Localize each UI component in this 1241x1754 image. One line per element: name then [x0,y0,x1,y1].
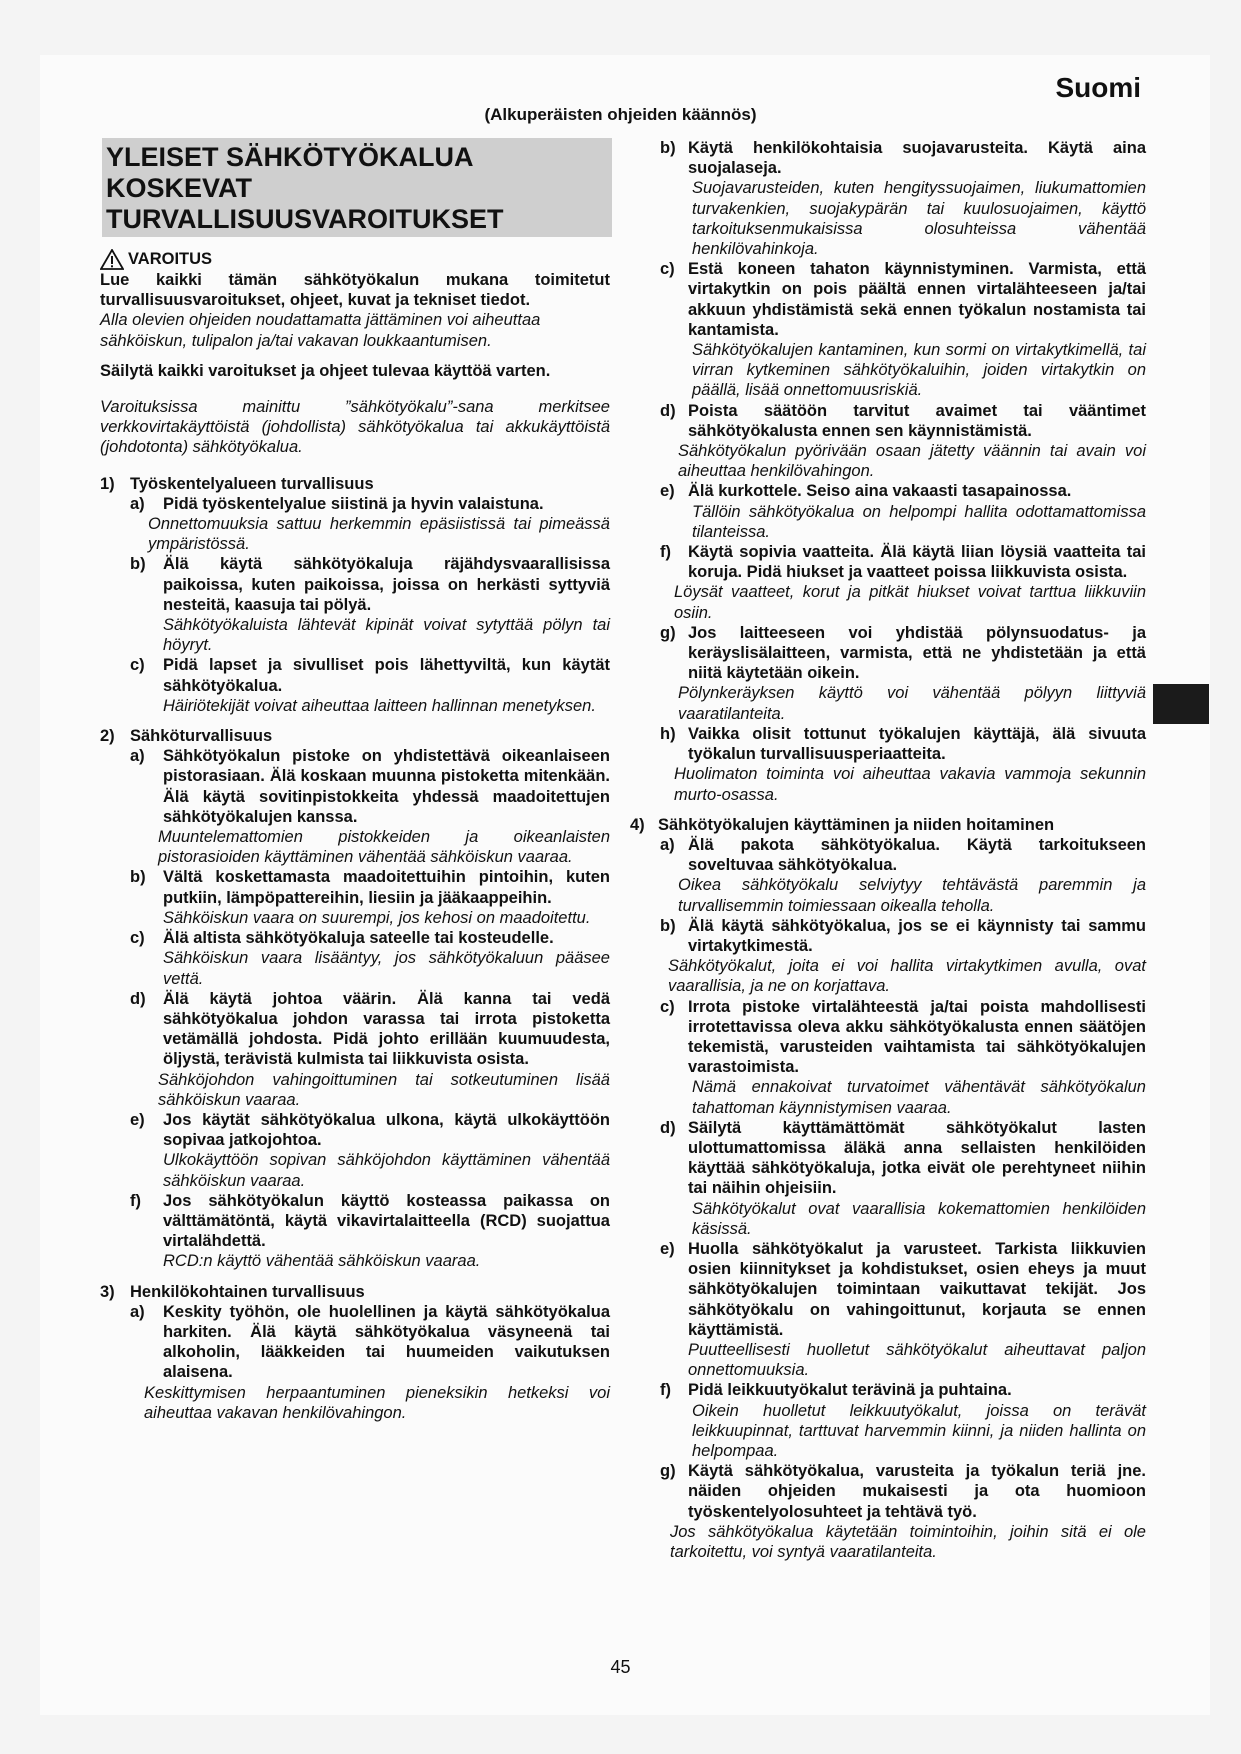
list-item: Älä pakota sähkötyökalua. Käytä tarkoitukseen soveltuvaa sähkötyökalua. [688,835,1146,875]
item-note: Sähköjohdon vahingoittuminen tai sotkeutuminen lisää sähköiskun vaaraa. [158,1070,610,1109]
list-item: Älä käytä sähkötyökaluja räjähdysvaarallisissa paikoissa, kuten paikoissa, joissa on herkästi syttyviä nesteitä, kaasuja tai pölyä. [163,555,610,614]
item-note: Oikea sähkötyökalu selviytyy tehtävästä paremmin ja turvallisemmin toimiessaan oikealla teholla. [678,876,1146,915]
translation-note: (Alkuperäisten ohjeiden käännös) [484,105,757,124]
definition-text: Varoituksissa mainittu ”sähkötyökalu”-sana merkitsee verkkovirtakäyttöistä (johdollista) sähkötyökalua tai akkukäyttöistä (johdotonta) sähkötyökalua. [100,398,610,457]
list-item: Poista säätöön tarvitut avaimet tai vääntimet sähkötyökalusta ennen sen käynnistämistä. [688,401,1146,440]
list-item: Älä altista sähkötyökaluja sateelle tai kosteudelle. [163,929,554,948]
item-note: Muuntelemattomien pistokkeiden ja oikeanlaisten pistorasioiden käyttäminen vähentää sähköiskun vaaraa. [158,828,610,867]
item-note: Ulkokäyttöön sopivan sähköjohdon käyttäminen vähentää sähköiskun vaaraa. [163,1151,610,1190]
list-item: Jos käytät sähkötyökalua ulkona, käytä ulkokäyttöön sopivaa jatkojohtoa. [163,1110,610,1150]
keep-instructions: Säilytä kaikki varoitukset ja ohjeet tulevaa käyttöä varten. [100,361,551,380]
section-title: Sähkötyökalujen käyttäminen ja niiden hoitaminen [658,815,1055,834]
section-3: 3) Henkilökohtainen turvallisuus a) Keskity työhön, ole huolellinen ja käytä sähkötyökalua harkiten. Älä käytä sähkötyökalua väsyneenä tai alkoholin, lääkkeiden tai huumeiden vaikutuksen alaisena. Keskittymisen herpaantuminen pieneksikin hetkeksi voi aiheuttaa vakavan henkilövahingon. [100,1282,610,1422]
page-number: 45 [610,1657,631,1677]
list-item: Estä koneen tahaton käynnistyminen. Varmista, että virtakytkin on pois päältä ennen virtalähteeseen ja/tai akkuun yhdistämistä sekä ennen työkalun nostamista tai kantamista. [688,260,1146,339]
list-item: Käytä sopivia vaatteita. Älä käytä liian löysiä vaatteita tai koruja. Pidä hiukset ja vaatteet poissa liikkuvista osista. [688,543,1146,582]
item-note: Sähkötyökalut, joita ei voi hallita virtakytkimen avulla, ovat vaarallisia, ja ne on korjattava. [668,957,1146,996]
item-note: Puutteellisesti huolletut sähkötyökalut aiheuttavat paljon onnettomuuksia. [688,1340,1146,1380]
section-title: Henkilökohtainen turvallisuus [130,1282,365,1301]
item-note: Nämä ennakoivat turvatoimet vähentävät sähkötyökalun tahattoman käynnistymisen vaaraa. [692,1078,1146,1117]
list-item: Pidä lapset ja sivulliset pois lähettyviltä, kun käytät sähkötyökalua. [163,656,610,695]
item-note: Sähköiskun vaara on suurempi, jos kehosi on maadoitettu. [163,908,591,927]
section-1: 1) Työskentelyalueen turvallisuus a) Pidä työskentelyalue siistinä ja hyvin valaistuna. Onnettomuuksia sattuu herkemmin epäsiistissä tai pimeässä ympäristössä. b) Älä käytä sähkötyökaluja räjähdysvaarallisissa paikoissa, kuten paikoissa, joissa on herkästi syttyviä nesteitä, kaasuja tai pölyä. Sähkötyökaluista lähtevät kipinät voivat sytyttää pölyn tai höyryt. c) Pidä lapset ja sivulliset pois lähettyviltä, kun käytät sähkötyökalua. Häiriötekijät voivat aiheuttaa laitteen hallinnan menetyksen. [100,474,610,715]
warning-heading [100,249,610,270]
list-item: Käytä henkilökohtaisia suojavarusteita. Käytä aina suojalaseja. [688,139,1146,178]
warning-label: VAROITUS [128,250,213,269]
item-note: Sähkötyökalut ovat vaarallisia kokemattomien henkilöiden käsissä. [692,1199,1146,1238]
item-note: Pölynkeräyksen käyttö voi vähentää pölyyn liittyviä vaaratilanteita. [678,684,1146,723]
item-note: RCD:n käyttö vähentää sähköiskun vaaraa. [163,1252,481,1271]
item-note: Löysät vaatteet, korut ja pitkät hiukset voivat tarttua liikkuviin osiin. [674,583,1146,622]
item-note: Sähkötyökalujen kantaminen, kun sormi on virtakytkimellä, tai virran kytkeminen sähkötyökaluihin, joiden virtakytkin on päällä, lisää onnettomuusriskiä. [692,341,1146,400]
item-note: Oikein huolletut leikkuutyökalut, joissa on terävät leikkuupinnat, tarttuvat harvemmin kiinni, ja niiden hallinta on helpompaa. [692,1401,1146,1460]
item-note: Jos sähkötyökalua käytetään toimintoihin, joihin sitä ei ole tarkoitettu, voi syntyä vaaratilanteita. [670,1522,1146,1562]
item-note: Tällöin sähkötyökalua on helpompi hallita odottamattomissa tilanteissa. [692,502,1146,541]
list-item: Älä kurkottele. Seiso aina vakaasti tasapainossa. [688,482,1072,501]
list-item: Vältä koskettamasta maadoitettuihin pintoihin, kuten putkiin, lämpöpattereihin, liesiin ja jääkaappeihin. [163,868,610,907]
intro-bold: Lue kaikki tämän sähkötyökalun mukana toimitetut turvallisuusvaroitukset, ohjeet, kuvat ja tekniset tiedot. [100,271,610,310]
section-2: 2) Sähköturvallisuus a) Sähkötyökalun pistoke on yhdistettävä oikeanlaiseen pistorasiaan. Älä koskaan muunna pistoketta mitenkään. Älä käytä sovitinpistokkeita yhdessä maadoitettujen sähkötyökalujen kanssa. Muuntelemattomien pistokkeiden ja oikeanlaisten pistorasioiden käyttäminen vähentää sähköiskun vaaraa. b) Vältä koskettamasta maadoitettuihin pintoihin, kuten putkiin, lämpöpattereihin, liesiin ja jääkaappeihin. Sähköiskun vaara on suurempi, jos kehosi on maadoitettu. c) Älä altista sähkötyökaluja sateelle tai kosteudelle. Sähköiskun vaara lisääntyy, jos sähkötyökaluun pääsee vettä. d) Älä käytä johtoa väärin. Älä kanna tai vedä sähkötyökalua johdon varassa tai irrota pistoketta vetämällä johdosta. Pidä johto erillään kuumuudesta, öljystä, terävistä kulmista tai liikkuvista osista. Sähköjohdon vahingoittuminen tai sotkeutuminen lisää sähköiskun vaaraa. e) Jos käytät sähkötyökalua ulkona, käytä ulkokäyttöön sopivaa jatkojohtoa. Ulkokäyttöön sopivan sähköjohdon käyttäminen vähentää sähköiskun vaaraa. f) Jos sähkötyökalun käyttö kosteassa paikassa on välttämätöntä, käytä vikavirtalaitteella (RCD) suojattua virtalähdettä. RCD:n käyttö vähentää sähköiskun vaaraa. [100,727,610,1271]
section-4: 4) Sähkötyökalujen käyttäminen ja niiden hoitaminen a) Älä pakota sähkötyökalua. Käytä tarkoitukseen soveltuvaa sähkötyökalua. Oikea sähkötyökalu selviytyy tehtävästä paremmin ja turvallisemmin toimiessaan oikealla teholla. b) Älä käytä sähkötyökalua, jos se ei käynnisty tai sammu virtakytkimestä. Sähkötyökalut, joita ei voi hallita virtakytkimen avulla, ovat vaarallisia, ja ne on korjattava. c) Irrota pistoke virtalähteestä ja/tai poista mahdollisesti irrotettavissa oleva akku sähkötyökalusta ennen säätöjen tekemistä, varusteiden vaihtamista tai sähkötyökalujen varastoimista. Nämä ennakoivat turvatoimet vähentävät sähkötyökalun tahattoman käynnistymisen vaaraa. d) Säilytä käyttämättömät sähkötyökalut lasten ulottumattomissa äläkä anna sellaisten henkilöiden käyttää sähkötyökaluja, jotka eivät ole perehtyneet niihin tai näihin ohjeisiin. Sähkötyökalut ovat vaarallisia kokemattomien henkilöiden käsissä. e) Huolla sähkötyökalut ja varusteet. Tarkista liikkuvien osien kiinnitykset ja kohdistukset, osien eheys ja muut sähkötyökalujen toimintaan vaikuttavat tekijät. Jos sähkötyökalu on vahingoittunut, korjauta se ennen käyttämistä. Puutteellisesti huolletut sähkötyökalut aiheuttavat paljon onnettomuuksia. f) Pidä leikkuutyökalut terävinä ja puhtaina. Oikein huolletut leikkuutyökalut, joissa on terävät leikkuupinnat, tarttuvat harvemmin kiinni, ja niiden hallinta on helpompaa. g) Käytä sähkötyökalua, varusteita ja työkalun teriä jne. näiden ohjeiden mukaisesti ja ota huomioon työskentelyolosuhteet ja tehtävä työ. Jos sähkötyökalua käytetään toimintoihin, joihin sitä ei ole tarkoitettu, voi syntyä vaaratilanteita. [630,815,1146,1562]
item-note: Sähköiskun vaara lisääntyy, jos sähkötyökaluun pääsee vettä. [163,949,610,988]
item-note: Sähkötyökalun pyörivään osaan jätetty väännin tai avain voi aiheuttaa henkilövahingon. [678,442,1146,481]
section-title: Sähköturvallisuus [130,727,273,746]
list-item: Pidä työskentelyalue siistinä ja hyvin valaistuna. [163,494,544,513]
item-note: Häiriötekijät voivat aiheuttaa laitteen hallinnan menetyksen. [163,696,596,715]
warning-triangle-icon [100,249,124,270]
list-item: Älä käytä sähkötyökalua, jos se ei käynnisty tai sammu virtakytkimestä. [688,916,1146,955]
list-item: Pidä leikkuutyökalut terävinä ja puhtaina. [688,1381,1012,1400]
list-item: Säilytä käyttämättömät sähkötyökalut lasten ulottumattomissa äläkä anna sellaisten henkilöiden käyttää sähkötyökaluja, jotka eivät ole perehtyneet niihin tai näihin ohjeisiin. [688,1118,1146,1198]
section-tab-marker [1153,684,1209,724]
item-note: Huolimaton toiminta voi aiheuttaa vakavia vammoja sekunnin murto-osassa. [674,765,1146,804]
item-note: Keskittymisen herpaantuminen pieneksikin hetkeksi voi aiheuttaa vakavan henkilövahingon. [144,1383,610,1422]
item-note: Onnettomuuksia sattuu herkemmin epäsiistissä tai pimeässä ympäristössä. [148,515,610,554]
item-note: Suojavarusteiden, kuten hengityssuojaimen, liukumattomien turvakenkien, suojakypärän tai kuulosuojaimen, käyttö tarkoituksenmukaisissa olosuhteissa vähentää henkilövahinkoja. [692,179,1146,259]
list-item: Älä käytä johtoa väärin. Älä kanna tai vedä sähkötyökalua johdon varassa tai irrota pistoketta vetämällä johdosta. Pidä johto erillään kuumuudesta, öljystä, terävistä kulmista tai liikkuvista osista. [163,989,610,1069]
section-title: Työskentelyalueen turvallisuus [130,474,374,493]
list-item: Sähkötyökalun pistoke on yhdistettävä oikeanlaiseen pistorasiaan. Älä koskaan muunna pistoketta mitenkään. Älä käytä sovitinpistokkeita yhdessä maadoitettujen sähkötyökalujen kanssa. [163,747,610,826]
list-item: Käytä sähkötyökalua, varusteita ja työkalun teriä jne. näiden ohjeiden mukaisesti ja ota huomioon työskentelyolosuhteet ja tehtävä työ. [688,1462,1146,1521]
intro-italic: Alla olevien ohjeiden noudattamatta jättäminen voi aiheuttaa sähköiskun, tulipalon ja/tai vakavan loukkaantumisen. [100,311,541,350]
list-item: Jos laitteeseen voi yhdistää pölynsuodatus- ja keräyslisälaitteen, varmista, että ne yhdistetään ja että niitä käytetään oikein. [688,623,1146,683]
list-item: Jos sähkötyökalun käyttö kosteassa paikassa on välttämätöntä, käytä vikavirtalaitteella (RCD) suojattua virtalähdettä. [163,1191,610,1251]
item-note: Sähkötyökaluista lähtevät kipinät voivat sytyttää pölyn tai höyryt. [163,616,610,655]
right-column: b) Käytä henkilökohtaisia suojavarusteita. Käytä aina suojalaseja. Suojavarusteiden, kuten hengityssuojaimen, liukumattomien turvakenkien, suojakypärän tai kuulosuojaimen, käyttö tarkoituksenmukaisissa olosuhteissa vähentää henkilövahinkoja. c) Estä koneen tahaton käynnistyminen. Varmista, että virtakytkin on pois päältä ennen virtalähteeseen ja/tai akkuun yhdistämistä sekä ennen työkalun nostamista tai kantamista. Sähkötyökalujen kantaminen, kun sormi on virtakytkimellä, tai virran kytkeminen sähkötyökaluihin, joiden virtakytkin on päällä, lisää onnettomuusriskiä. d) Poista säätöön tarvitut avaimet tai vääntimet sähkötyökalusta ennen sen käynnistämistä. Sähkötyökalun pyörivään osaan jätetty väännin tai avain voi aiheuttaa henkilövahingon. e) Älä kurkottele. Seiso aina vakaasti tasapainossa. Tällöin sähkötyökalua on helpompi hallita odottamattomissa tilanteissa. f) Käytä sopivia vaatteita. Älä käytä liian löysiä vaatteita tai koruja. Pidä hiukset ja vaatteet poissa liikkuvista osista. Löysät vaatteet, korut ja pitkät hiukset voivat tarttua liikkuviin osiin. g) Jos laitteeseen voi yhdistää pölynsuodatus- ja keräyslisälaitteen, varmista, että ne yhdistetään ja että niitä käytetään oikein. Pölynkeräyksen käyttö voi vähentää pölyyn liittyviä vaaratilanteita. h) Vaikka olisit tottunut työkalujen käyttäjä, älä sivuuta työkalun turvallisuusperiaatteita. Huolimaton toiminta voi aiheuttaa vakavia vammoja sekunnin murto-osassa. 4) Sähkötyökalujen käyttäminen ja niiden hoitaminen a) Älä pakota sähkötyökalua. Käytä tarkoitukseen soveltuvaa sähkötyökalua. Oikea sähkötyökalu selviytyy tehtävästä paremmin ja turvallisemmin toimiessaan oikealla teholla. b) Älä käytä sähkötyökalua, jos se ei käynnisty tai sammu virtakytkimestä. Sähkötyökalut, joita ei voi hallita virtakytkimen avulla, ovat vaarallisia, ja ne on korjattava. c) Irrota pistoke virtalähteestä ja/tai poista mahdollisesti irrotettavissa oleva akku sähkötyökalusta ennen säätöjen tekemistä, varusteiden vaihtamista tai sähkötyökalujen varastoimista. Nämä ennakoivat turvatoimet vähentävät sähkötyökalun tahattoman käynnistymisen vaaraa. d) Säilytä käyttämättömät sähkötyökalut lasten ulottumattomissa äläkä anna sellaisten henkilöiden käyttää sähkötyökaluja, jotka eivät ole perehtyneet niihin tai näihin ohjeisiin. Sähkötyökalut ovat vaarallisia kokemattomien henkilöiden käsissä. e) Huolla sähkötyökalut ja varusteet. Tarkista liikkuvien osien kiinnitykset ja kohdistukset, osien eheys ja muut sähkötyökalujen toimintaan vaikuttavat tekijät. Jos sähkötyökalu on vahingoittunut, korjauta se ennen käyttämistä. Puutteellisesti huolletut sähkötyökalut aiheuttavat paljon onnettomuuksia. f) Pidä leikkuutyökalut terävinä ja puhtaina. Oikein huolletut leikkuutyökalut, joissa on terävät leikkuupinnat, tarttuvat harvemmin kiinni, ja niiden hallinta on helpompaa. g) Käytä sähkötyökalua, varusteita ja työkalun teriä jne. näiden ohjeiden mukaisesti ja ota huomioon työskentelyolosuhteet ja tehtävä työ. Jos sähkötyökalua käytetään toimintoihin, joihin sitä ei ole tarkoitettu, voi syntyä vaaratilanteita. [630,139,1146,1562]
language-label: Suomi [1055,72,1141,103]
list-item: Keskity työhön, ole huolellinen ja käytä sähkötyökalua harkiten. Älä käytä sähkötyökalua väsyneenä tai alkoholin, lääkkeiden tai huumeiden vaikutuksen alaisena. [163,1302,610,1382]
list-item: Huolla sähkötyökalut ja varusteet. Tarkista liikkuvien osien kiinnitykset ja kohdistukset, osien eheys ja muut sähkötyökalujen toimintaan vaikuttavat tekijät. Jos sähkötyökalu on vahingoittunut, korjauta se ennen käyttämistä. [688,1239,1146,1339]
left-column [100,138,610,1423]
list-item: Irrota pistoke virtalähteestä ja/tai poista mahdollisesti irrotettavissa oleva akku sähkötyökalusta ennen säätöjen tekemistä, varusteiden vaihtamista tai sähkötyökalujen varastoimista. [688,997,1146,1077]
page-title: YLEISET SÄHKÖTYÖKALUA KOSKEVAT TURVALLISUUSVAROITUKSET [102,138,612,237]
list-item: Vaikka olisit tottunut työkalujen käyttäjä, älä sivuuta työkalun turvallisuusperiaatteita. [688,724,1146,764]
